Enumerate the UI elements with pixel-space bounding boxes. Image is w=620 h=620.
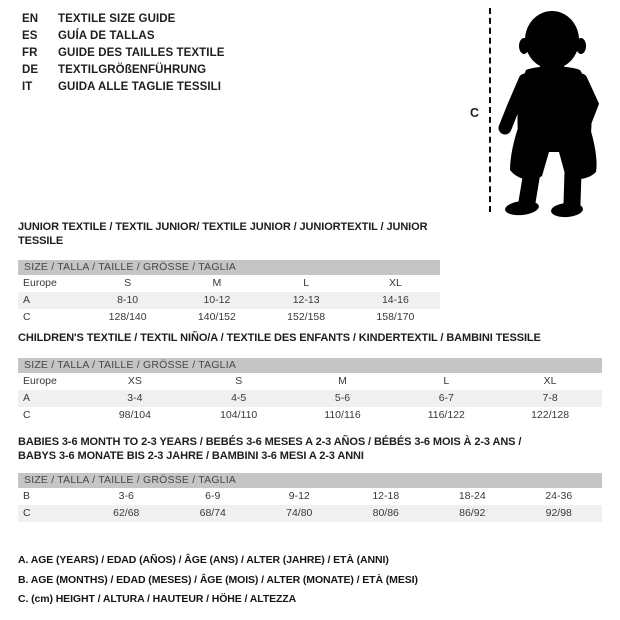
table-title-line: JUNIOR TEXTILE / TEXTIL JUNIOR/ TEXTILE JUNIOR / JUNIORTEXTIL / JUNIOR TESSILE [18, 221, 428, 247]
table-title-line: BABIES 3-6 MONTH TO 2-3 YEARS / BEBÉS 3-6 MESES A 2-3 AÑOS / BÉBÉS 3-6 MOIS À 2-3 ANS / [18, 436, 522, 448]
table-row [18, 488, 602, 505]
language-label: TEXTILE SIZE GUIDE [58, 12, 176, 25]
table-cell: 158/170 [376, 311, 415, 323]
row-label: Europe [23, 277, 57, 289]
table-cell: 12-18 [372, 490, 400, 502]
table-cell: 12-13 [292, 294, 320, 306]
table-cell: XS [127, 374, 142, 387]
table-cell: 18-24 [458, 490, 486, 502]
size-table-section [18, 221, 440, 326]
toddler-silhouette-icon [494, 6, 616, 218]
table-cell: 152/158 [287, 311, 326, 323]
size-table [18, 488, 602, 522]
table-cell: L [443, 374, 450, 387]
table-cell: 5-6 [334, 391, 351, 404]
language-code: EN [22, 12, 39, 25]
table-cell: 4-5 [231, 391, 247, 404]
table-title [18, 436, 602, 463]
height-measure-dashed-line [489, 8, 491, 212]
table-title-line: BABYS 3-6 MONATE BIS 2-3 JAHRE / BAMBINI 3-6 MESI A 2-3 ANNI [18, 449, 364, 462]
table-cell: 7-8 [542, 391, 558, 404]
height-measure-label: C [470, 106, 480, 120]
table-title-line: CHILDREN'S TEXTILE / TEXTIL NIÑO/A / TEXTILE DES ENFANTS / KINDERTEXTIL / BAMBINI TESSILE [18, 332, 541, 344]
table-cell: 80/86 [372, 507, 399, 519]
table-row [18, 309, 440, 326]
table-cell: S [235, 374, 243, 387]
table-cell: 140/152 [197, 311, 236, 323]
table-cell: 68/74 [199, 507, 226, 519]
table-cell: 24-36 [545, 490, 573, 502]
language-row [22, 27, 225, 44]
language-code: FR [22, 46, 38, 59]
language-code: DE [22, 64, 39, 77]
table-cell: S [124, 277, 132, 289]
table-cell: 3-6 [118, 490, 134, 502]
table-cell: 8-10 [117, 294, 139, 306]
table-cell: 86/92 [459, 507, 486, 519]
language-code: IT [22, 81, 33, 94]
toddler-legs [527, 172, 573, 204]
row-label: A [23, 294, 31, 306]
row-label: B [23, 490, 31, 502]
table-row [18, 275, 440, 292]
language-row [22, 79, 225, 96]
table-row [18, 373, 602, 390]
language-row [22, 44, 225, 61]
table-cell: 14-16 [381, 294, 409, 306]
table-cell: XL [543, 374, 557, 387]
table-row [18, 292, 440, 309]
table-cell: 104/110 [220, 408, 258, 421]
language-label: GUÍA DE TALLAS [58, 29, 155, 42]
table-cell: XL [388, 277, 402, 289]
language-row [22, 62, 225, 79]
table-cell: 74/80 [286, 507, 313, 519]
size-table [18, 275, 440, 326]
legend-note: A. AGE (YEARS) / EDAD (AÑOS) / ÂGE (ANS) / ALTER (JAHRE) / ETÀ (ANNI) [18, 554, 389, 566]
row-label: Europe [23, 374, 57, 387]
table-cell: 6-7 [438, 391, 454, 404]
table-row [18, 505, 602, 522]
legend-note: C. (cm) HEIGHT / ALTURA / HAUTEUR / HÖHE / ALTEZZA [18, 593, 297, 605]
table-cell: 122/128 [531, 408, 570, 421]
size-header-bar: SIZE / TALLA / TAILLE / GRÖSSE / TAGLIA [18, 358, 602, 373]
table-cell: 9-12 [288, 490, 310, 502]
size-header-bar: SIZE / TALLA / TAILLE / GRÖSSE / TAGLIA [18, 260, 440, 275]
language-row [22, 10, 225, 27]
table-row [18, 390, 602, 407]
legend-notes [18, 551, 418, 610]
size-table [18, 373, 602, 424]
table-title [18, 332, 602, 346]
table-cell: 10-12 [203, 294, 231, 306]
language-label: GUIDE DES TAILLES TEXTILE [58, 46, 225, 59]
table-cell: 3-4 [127, 391, 143, 404]
row-label: C [23, 507, 31, 519]
row-label: A [23, 391, 31, 404]
language-list [22, 10, 225, 96]
table-cell: L [303, 277, 310, 289]
table-cell: 6-9 [205, 490, 221, 502]
table-cell: M [338, 374, 347, 387]
row-label: C [23, 311, 31, 323]
table-row [18, 407, 602, 424]
language-code: ES [22, 29, 38, 42]
size-table-section [18, 436, 602, 522]
table-cell: 98/104 [118, 408, 151, 421]
language-label: TEXTILGRÖßENFÜHRUNG [58, 64, 207, 77]
table-cell: M [212, 277, 222, 289]
table-cell: 110/116 [324, 408, 361, 421]
table-cell: 62/68 [113, 507, 140, 519]
row-label: C [23, 408, 31, 421]
table-title [18, 221, 440, 248]
table-cell: 116/122 [427, 408, 465, 421]
size-table-section [18, 332, 602, 424]
size-header-bar: SIZE / TALLA / TAILLE / GRÖSSE / TAGLIA [18, 473, 602, 488]
measurement-figure [464, 4, 620, 220]
legend-note: B. AGE (MONTHS) / EDAD (MESES) / ÂGE (MOIS) / ALTER (MONATE) / ETÀ (MESI) [18, 573, 418, 586]
table-cell: 92/98 [545, 507, 572, 519]
language-label: GUIDA ALLE TAGLIE TESSILI [58, 81, 222, 94]
table-cell: 128/140 [108, 311, 147, 323]
